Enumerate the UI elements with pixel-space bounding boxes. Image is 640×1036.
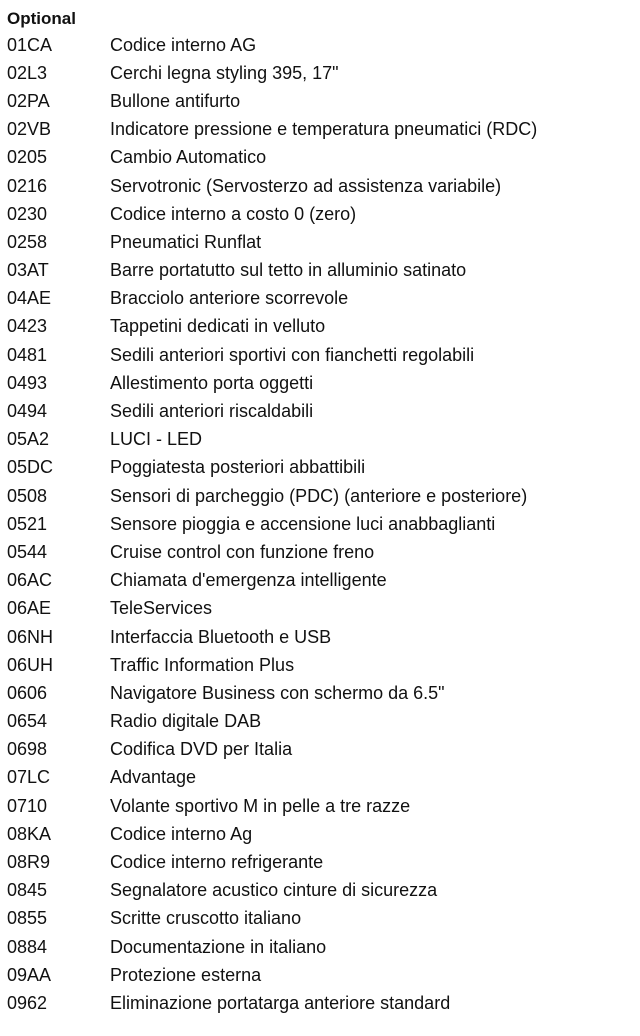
- list-item: [7, 257, 633, 285]
- option-description: Codice interno Ag: [110, 823, 253, 844]
- optional-list-document: [7, 7, 633, 1018]
- list-item: [7, 285, 633, 313]
- list-item: [7, 341, 633, 369]
- option-description: Codifica DVD per Italia: [110, 739, 293, 760]
- list-item: [7, 454, 633, 482]
- option-code: 04AE: [7, 288, 52, 309]
- list-item: [7, 313, 633, 341]
- option-code: 06NH: [7, 626, 54, 647]
- option-description: Tappetini dedicati in velluto: [110, 316, 326, 337]
- list-item: [7, 877, 633, 905]
- option-description: Segnalatore acustico cinture di sicurezza: [110, 880, 438, 901]
- list-item: [7, 538, 633, 566]
- list-item: [7, 144, 633, 172]
- option-code: 0698: [7, 739, 48, 760]
- list-item: [7, 31, 633, 59]
- list-item: [7, 764, 633, 792]
- option-description: Sedili anteriori sportivi con fianchetti regolabili: [110, 344, 475, 365]
- option-description: Indicatore pressione e temperatura pneumatici (RDC): [110, 119, 538, 140]
- option-code: 0521: [7, 513, 48, 534]
- option-code: 0606: [7, 682, 48, 703]
- option-code: 0494: [7, 401, 48, 422]
- list-item: [7, 87, 633, 115]
- option-description: Sedili anteriori riscaldabili: [110, 401, 314, 422]
- option-code: 01CA: [7, 34, 53, 55]
- option-description: Barre portatutto sul tetto in alluminio satinato: [110, 260, 467, 281]
- option-code: 05A2: [7, 429, 50, 450]
- option-description: Scritte cruscotto italiano: [110, 908, 302, 929]
- option-code: 05DC: [7, 457, 54, 478]
- option-description: Interfaccia Bluetooth e USB: [110, 626, 332, 647]
- option-description: Servotronic (Servosterzo ad assistenza variabile): [110, 175, 502, 196]
- option-description: Codice interno refrigerante: [110, 852, 324, 873]
- option-code: 0845: [7, 880, 48, 901]
- option-description: Sensore pioggia e accensione luci anabbaglianti: [110, 513, 496, 534]
- option-code: 0544: [7, 541, 48, 562]
- list-item: [7, 369, 633, 397]
- list-item: [7, 933, 633, 961]
- option-code: 02VB: [7, 119, 52, 140]
- list-item: [7, 59, 633, 87]
- option-code: 06AC: [7, 570, 53, 591]
- option-description: Cambio Automatico: [110, 147, 267, 168]
- list-item: [7, 228, 633, 256]
- option-code: 0230: [7, 203, 48, 224]
- option-code: 03AT: [7, 260, 49, 281]
- list-item: [7, 961, 633, 989]
- list-item: [7, 848, 633, 876]
- option-description: Bracciolo anteriore scorrevole: [110, 288, 349, 309]
- list-item: [7, 736, 633, 764]
- list-item: [7, 595, 633, 623]
- option-code: 08R9: [7, 852, 51, 873]
- option-description: Navigatore Business con schermo da 6.5": [110, 682, 445, 703]
- section-title: Optional: [7, 9, 76, 28]
- option-description: LUCI - LED: [110, 429, 203, 450]
- list-item: [7, 510, 633, 538]
- option-description: Pneumatici Runflat: [110, 231, 262, 252]
- list-item: [7, 679, 633, 707]
- option-code: 0855: [7, 908, 48, 929]
- list-item: [7, 200, 633, 228]
- option-code: 0508: [7, 485, 48, 506]
- option-description: Volante sportivo M in pelle a tre razze: [110, 795, 411, 816]
- option-description: Documentazione in italiano: [110, 936, 327, 957]
- option-code: 06AE: [7, 598, 52, 619]
- list-item: [7, 567, 633, 595]
- list-item: [7, 708, 633, 736]
- option-description: Codice interno AG: [110, 34, 257, 55]
- list-item: [7, 397, 633, 425]
- option-code: 0654: [7, 711, 48, 732]
- option-description: Protezione esterna: [110, 964, 262, 985]
- option-description: Radio digitale DAB: [110, 711, 262, 732]
- option-code: 0481: [7, 344, 48, 365]
- option-code: 0493: [7, 372, 48, 393]
- option-description: Cerchi legna styling 395, 17": [110, 62, 339, 83]
- option-code: 0216: [7, 175, 48, 196]
- option-code: 02PA: [7, 90, 50, 111]
- list-item: [7, 116, 633, 144]
- option-description: Chiamata d'emergenza intelligente: [110, 570, 387, 591]
- option-code: 0884: [7, 936, 48, 957]
- list-item: [7, 426, 633, 454]
- list-item: [7, 623, 633, 651]
- option-description: Allestimento porta oggetti: [110, 372, 314, 393]
- option-description: Bullone antifurto: [110, 90, 241, 111]
- option-code: 0258: [7, 231, 48, 252]
- options-list: [7, 31, 633, 1018]
- option-code: 0423: [7, 316, 48, 337]
- option-code: 07LC: [7, 767, 51, 788]
- list-item: [7, 792, 633, 820]
- option-description: Traffic Information Plus: [110, 654, 295, 675]
- option-description: TeleServices: [110, 598, 213, 619]
- option-description: Poggiatesta posteriori abbattibili: [110, 457, 366, 478]
- option-description: Advantage: [110, 767, 197, 788]
- option-code: 0710: [7, 795, 48, 816]
- option-code: 06UH: [7, 654, 54, 675]
- list-item: [7, 820, 633, 848]
- list-item: [7, 482, 633, 510]
- option-description: Codice interno a costo 0 (zero): [110, 203, 357, 224]
- option-code: 0205: [7, 147, 48, 168]
- list-item: [7, 172, 633, 200]
- option-description: Sensori di parcheggio (PDC) (anteriore e posteriore): [110, 485, 528, 506]
- option-description: Cruise control con funzione freno: [110, 541, 375, 562]
- list-item: [7, 989, 633, 1017]
- option-code: 02L3: [7, 62, 48, 83]
- option-code: 08KA: [7, 823, 52, 844]
- option-description: Eliminazione portatarga anteriore standard: [110, 992, 451, 1013]
- option-code: 09AA: [7, 964, 52, 985]
- option-code: 0962: [7, 992, 48, 1013]
- list-item: [7, 651, 633, 679]
- list-item: [7, 905, 633, 933]
